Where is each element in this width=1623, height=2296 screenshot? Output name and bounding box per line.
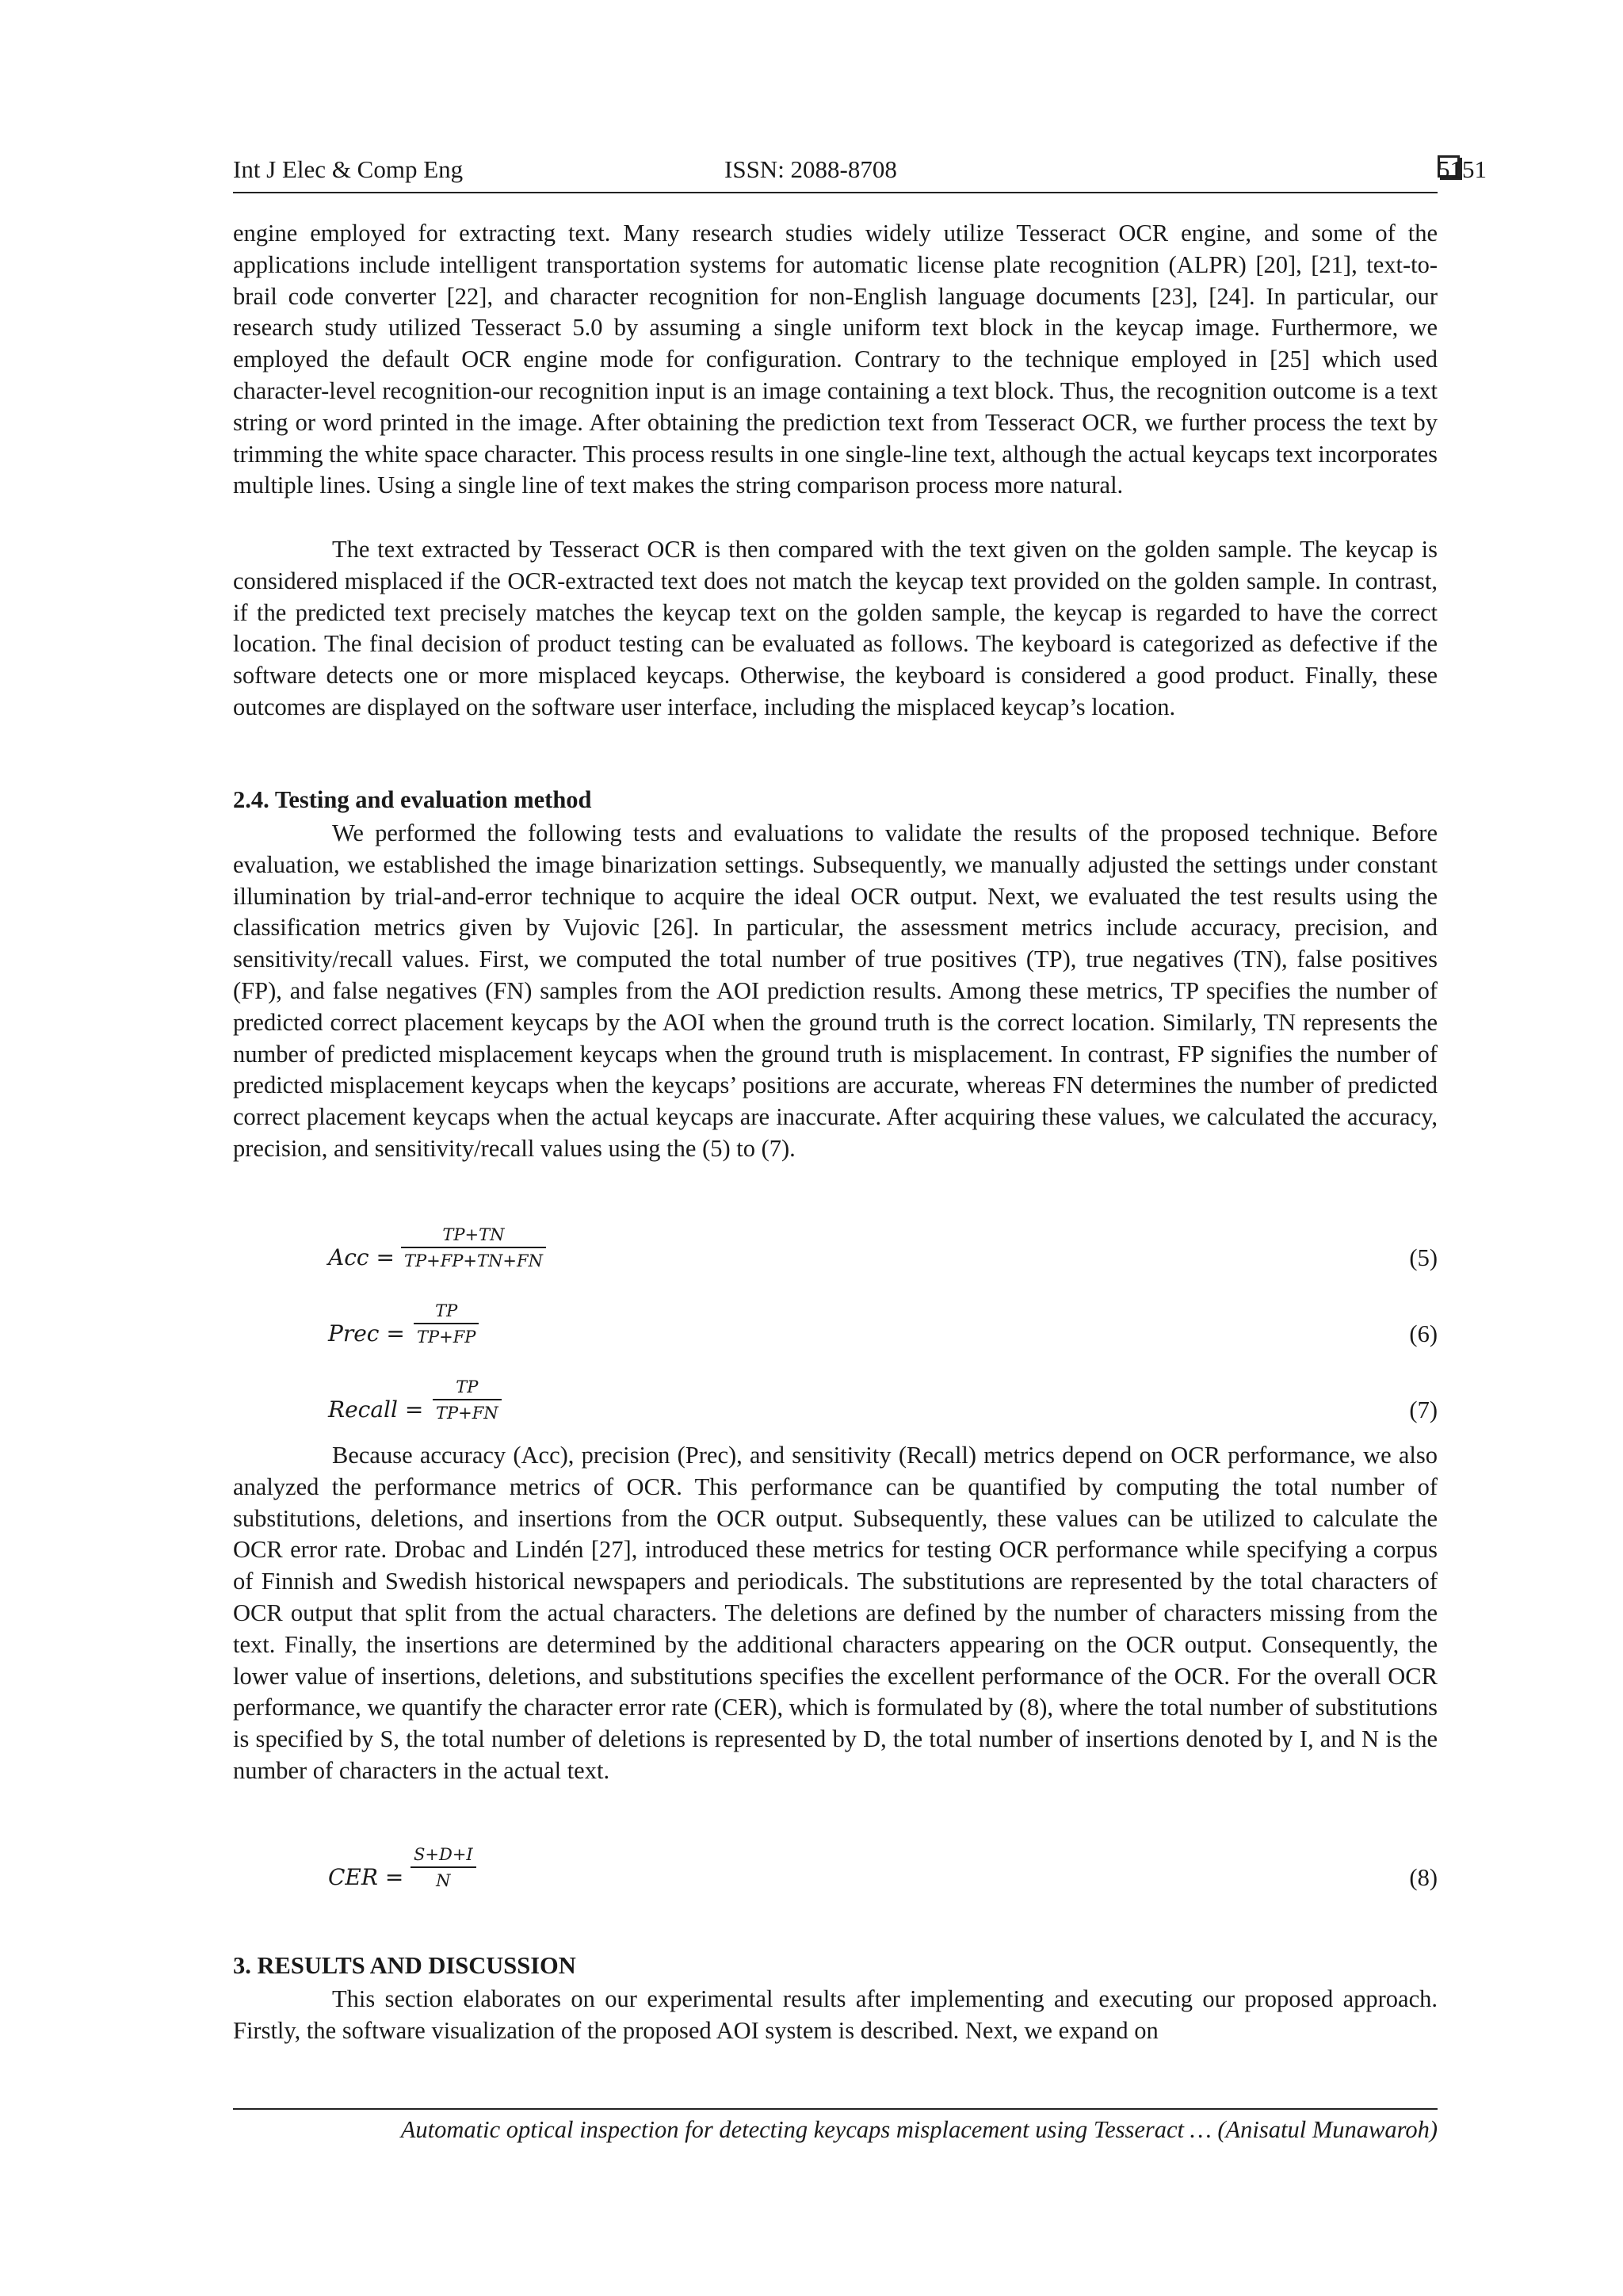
equation-number: (7) [1409,1396,1438,1423]
section-heading-2-4: 2.4. Testing and evaluation method [233,786,592,813]
equation-fraction [414,1301,479,1347]
fraction-numerator: TP [456,1377,479,1396]
running-footer: Automatic optical inspection for detecting keycaps misplacement using Tesseract … (Anisatul Munawaroh) [233,2108,1438,2144]
equation-cer [328,1845,1438,1908]
paragraph-ocr-performance: Because accuracy (Acc), precision (Prec), and sensitivity (Recall) metrics depend on OCR performance, we also analyzed the performance metrics of OCR. This performance can be quantified by computing the total number of substitutions, deletions, and insertions from the OCR output. Subsequently, these values can be utilized to calculate the OCR error rate. Drobac and Lindén [27], introduced these metrics for testing OCR performance while specifying a corpus of Finnish and Swedish historical newspapers and periodicals. The substitutions are represented by the total characters of OCR output that split from the actual characters. The deletions are defined by the number of characters missing from the text. Finally, the insertions are determined by the additional characters appearing on the OCR output. Consequently, the lower value of insertions, deletions, and substitutions specifies the excellent performance of the OCR. For the overall OCR performance, we quantify the character error rate (CER), which is formulated by (8), where the total number of substitutions is specified by S, the total number of deletions is represented by D, the total number of insertions denoted by I, and N is the number of characters in the actual text. [233,1442,1438,1784]
equation-accuracy [328,1225,1438,1289]
page-number: 5151 [1438,155,1487,183]
paragraph-golden-sample: The text extracted by Tesseract OCR is then compared with the text given on the golden sample. The keycap is considered misplaced if the OCR-extracted text does not match the keycap text provided on the golden sample. In contrast, if the predicted text precisely matches the keycap text on the golden sample, the keycap is regarded to have the correct location. The final decision of product testing can be evaluated as follows. The keyboard is categorized as defective if the software detects one or more misplaced keycaps. Otherwise, the keyboard is considered a good product. Finally, these outcomes are displayed on the software user interface, including the misplaced keycap’s location. [233,536,1438,720]
fraction-numerator: S+D+I [414,1845,473,1864]
equation-recall [328,1377,1438,1441]
fraction-numerator: TP+TN [442,1225,505,1244]
fraction-numerator: TP [435,1301,458,1320]
equation-number: (6) [1409,1320,1438,1347]
equation-lhs: Recall = [328,1396,424,1423]
equation-lhs: CER = [328,1864,404,1890]
fraction-denominator: TP+FP [414,1323,479,1347]
equation-fraction [401,1225,546,1270]
issn: ISSN: 2088-8708 [724,155,897,183]
running-header [233,155,1487,193]
fraction-denominator: N [411,1866,476,1890]
equation-precision [328,1301,1438,1365]
paragraph-evaluation-method: We performed the following tests and evaluations to validate the results of the proposed technique. Before evaluation, we established the image binarization settings. Subsequently, we manually adjusted the settings under constant illumination by trial-and-error technique to acquire the ideal OCR output. Next, we evaluated the test results using the classification metrics given by Vujovic [26]. In particular, the assessment metrics include accuracy, precision, and sensitivity/recall values. First, we computed the total number of true positives (TP), true negatives (TN), false positives (FP), and false negatives (FN) samples from the AOI prediction results. Among these metrics, TP specifies the number of predicted correct placement keycaps by the AOI when the ground truth is the correct location. Similarly, TN represents the number of predicted misplacement keycaps when the ground truth is misplacement. In contrast, FP signifies the number of predicted misplacement keycaps when the keycaps’ positions are accurate, whereas FN determines the number of predicted correct placement keycaps when the actual keycaps are inaccurate. After acquiring these values, we calculated the accuracy, precision, and sensitivity/recall values using the (5) to (7). [233,819,1438,1162]
equation-fraction [433,1377,502,1423]
equation-number: (8) [1409,1864,1438,1891]
journal-name: Int J Elec & Comp Eng [233,155,464,183]
section-heading-3: 3. RESULTS AND DISCUSSION [233,1952,576,1979]
fraction-denominator: TP+FN [433,1399,502,1423]
paragraph-results-intro: This section elaborates on our experimental results after implementing and executing our proposed approach. Firstly, the software visualization of the proposed AOI system is described. Next, we expand on [233,1985,1438,2044]
equation-lhs: Prec = [328,1320,405,1347]
equation-number: (5) [1409,1244,1438,1271]
equation-fraction [411,1845,476,1890]
paragraph-tesseract-engine: engine employed for extracting text. Many research studies widely utilize Tesseract OCR engine, and some of the applications include intelligent transportation systems for automatic license plate recognition (ALPR) [20], [21], text-to-brail code converter [22], and character recognition for non-English language documents [23], [24]. In particular, our research study utilized Tesseract 5.0 by assuming a single uniform text block in the keycap image. Furthermore, we employed the default OCR engine mode for configuration. Contrary to the technique employed in [25] which used character-level recognition-our recognition input is an image containing a text block. Thus, the recognition outcome is a text string or word printed in the image. After obtaining the prediction text from Tesseract OCR, we further process the text by trimming the white space character. This process results in one single-line text, although the actual keycaps text incorporates multiple lines. Using a single line of text makes the string comparison process more natural. [233,220,1438,499]
fraction-denominator: TP+FP+TN+FN [401,1247,546,1270]
equation-lhs: Acc = [328,1244,395,1270]
